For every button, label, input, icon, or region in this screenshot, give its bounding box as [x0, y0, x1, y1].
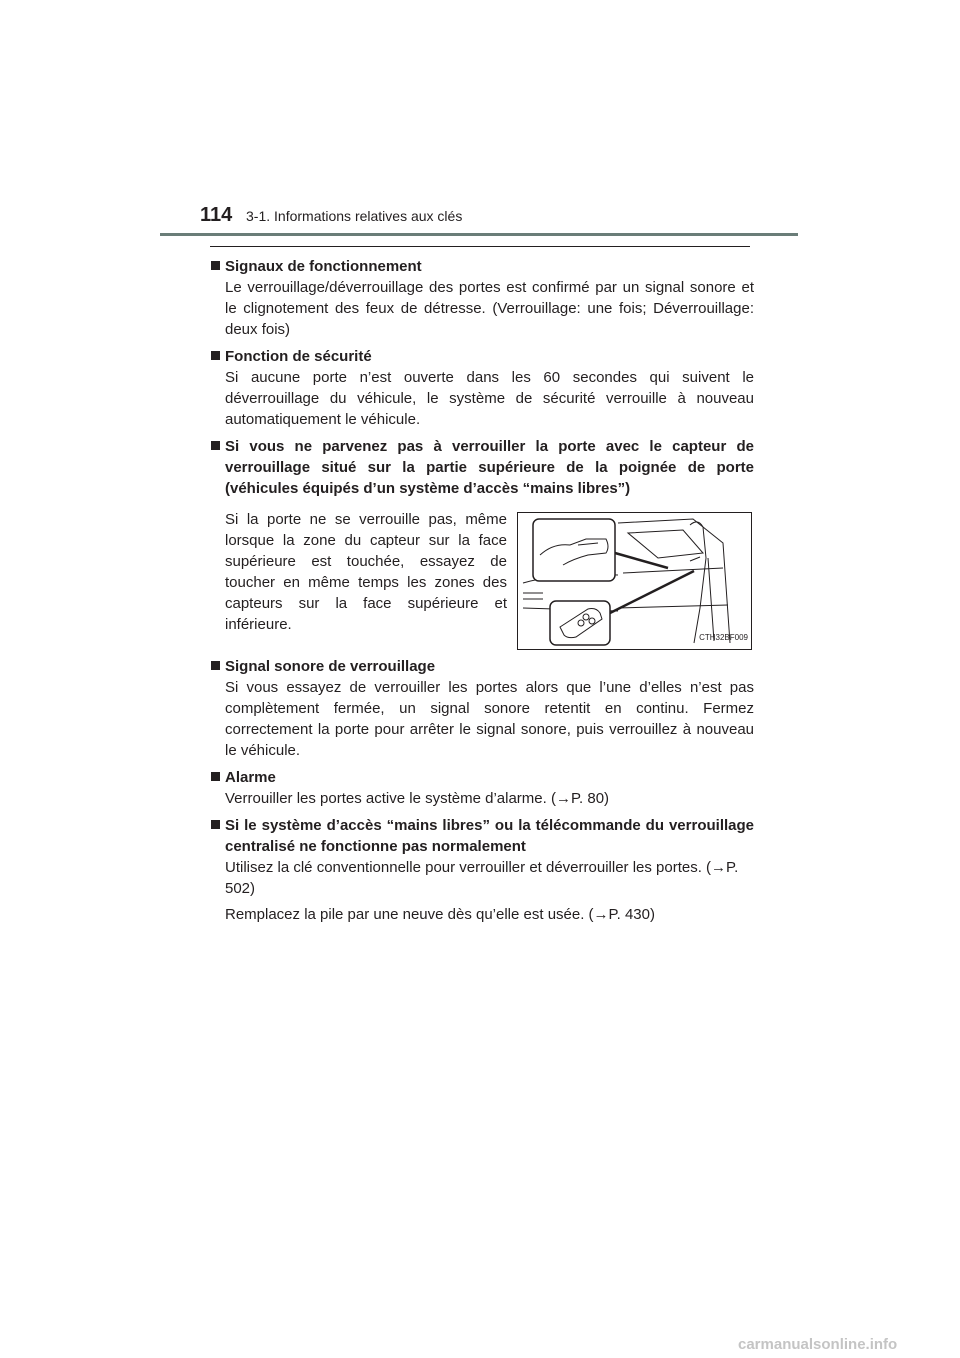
section-title: Si vous ne parvenez pas à verrouiller la porte avec le capteur de verrouillage situé sur la partie supérieure de la poignée de porte (véhicules équipés d’un système d’accès “mains libres”) [225, 438, 754, 497]
paragraph: Utilisez la clé conventionnelle pour verrouiller et déverrouiller les portes. (→P. 502) [225, 859, 739, 897]
section-body [225, 677, 754, 761]
square-bullet-icon [211, 661, 220, 670]
section-heading [211, 346, 754, 367]
square-bullet-icon [211, 441, 220, 450]
text-with-figure [211, 509, 754, 650]
paragraph: Remplacez la pile par une neuve dès qu’elle est usée. (→P. 430) [225, 906, 655, 923]
content-rule [210, 246, 750, 247]
square-bullet-icon [211, 351, 220, 360]
figure-code: CTH32BF009 [699, 633, 748, 642]
section-body [225, 277, 754, 340]
content [211, 256, 754, 931]
section-heading [211, 815, 754, 857]
section-heading [211, 656, 754, 677]
paragraph: Si la porte ne se verrouille pas, même lorsque la zone du capteur sur la face supérieure est touchée, essayez de toucher en même temps les zones des capteurs sur la face supérieure et inférieure. [225, 511, 507, 633]
door-handle-illustration [517, 512, 752, 650]
paragraph: Verrouiller les portes active le système d’alarme. (→P. 80) [225, 790, 610, 807]
section-heading [211, 256, 754, 277]
section-alarme [211, 767, 754, 809]
section-title: Fonction de sécurité [225, 348, 372, 365]
section-signaux [211, 256, 754, 340]
square-bullet-icon [211, 772, 220, 781]
section-mains-libres [211, 815, 754, 925]
page-number: 114 [200, 204, 233, 226]
paragraph: Le verrouillage/déverrouillage des portes est confirmé par un signal sonore et le clignotement des feux de détresse. (Verrouillage: une fois; Déverrouillage: deux fois) [225, 279, 754, 338]
section-capteur [211, 436, 754, 650]
section-signal-sonore [211, 656, 754, 761]
paragraph: Si aucune porte n’est ouverte dans les 60 secondes qui suivent le déverrouillage du véhicule, le système de sécurité verrouille à nouveau automatiquement le véhicule. [225, 369, 754, 428]
chapter-title: 3-1. Informations relatives aux clés [246, 208, 463, 224]
section-body [225, 367, 754, 430]
section-title: Signal sonore de verrouillage [225, 658, 436, 675]
section-title: Signaux de fonctionnement [225, 258, 422, 275]
square-bullet-icon [211, 261, 220, 270]
section-securite [211, 346, 754, 430]
section-heading [211, 767, 754, 788]
section-title: Si le système d’accès “mains libres” ou la télécommande du verrouillage centralisé ne fonctionne pas normalement [225, 817, 754, 855]
section-heading [211, 436, 754, 499]
paragraph: Si vous essayez de verrouiller les portes alors que l’une d’elles n’est pas complètement fermée, un signal sonore retentit en continu. Fermez correctement la porte pour arrêter le signal sonore, puis verrouillez à nouveau le véhicule. [225, 679, 754, 759]
section-body [225, 788, 754, 809]
section-title: Alarme [225, 769, 276, 786]
header-rule [160, 233, 798, 236]
section-body [225, 857, 754, 925]
square-bullet-icon [211, 820, 220, 829]
watermark: carmanualsonline.info [738, 1336, 898, 1353]
